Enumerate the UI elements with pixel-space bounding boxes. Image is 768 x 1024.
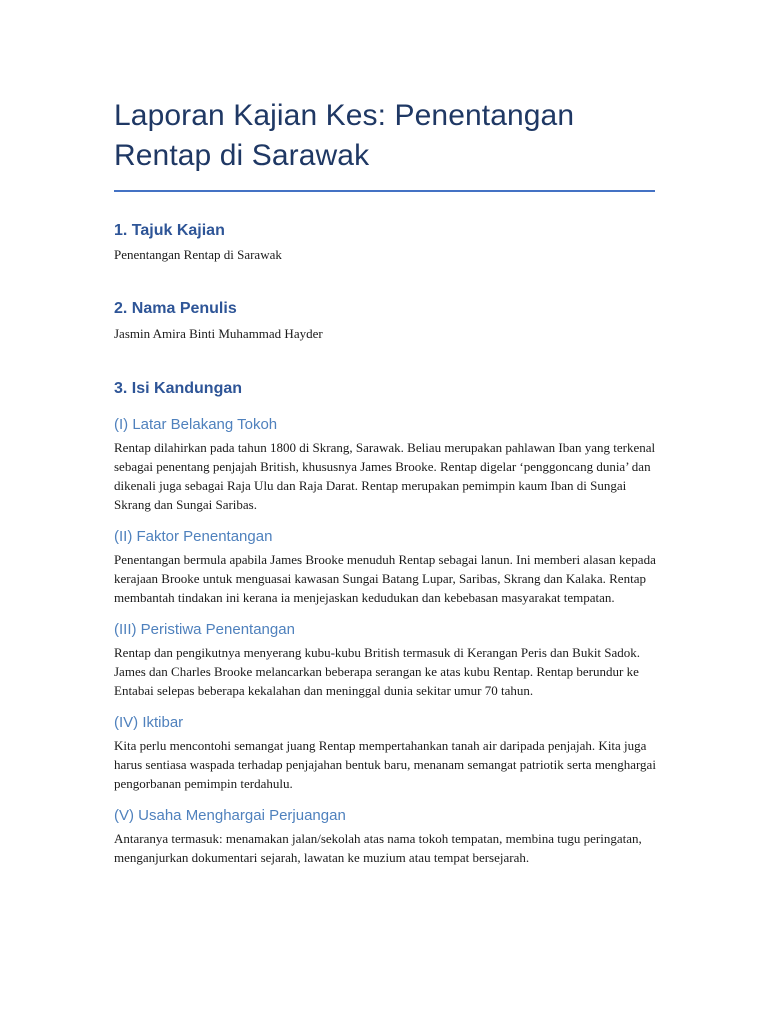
heading-nama-penulis: 2. Nama Penulis xyxy=(114,300,237,317)
paragraph-peristiwa-penentangan: Rentap dan pengikutnya menyerang kubu-kubu British termasuk di Kerangan Peris dan Bukit Sadok. James dan Charles Brooke melancarkan beberapa serangan ke atas kubu Rentap. Rentap berundur ke Entabai selepas beberapa kekalahan dan meninggal dunia sekitar umur 70 tahun. xyxy=(114,645,641,698)
title-line-2: Rentap di Sarawak xyxy=(114,139,370,172)
paragraph-usaha-menghargai: Antaranya termasuk: menamakan jalan/sekolah atas nama tokoh tempatan, membina tugu peringatan, menganjurkan dokumentari sejarah, lawatan ke muzium atau tempat bersejarah. xyxy=(114,831,642,865)
heading-isi-kandungan: 3. Isi Kandungan xyxy=(114,380,243,397)
title-divider xyxy=(114,190,655,192)
subheading-peristiwa-penentangan: (III) Peristiwa Penentangan xyxy=(114,621,295,638)
subheading-iktibar: (IV) Iktibar xyxy=(114,714,184,731)
document-content xyxy=(114,96,658,867)
title-line-1: Laporan Kajian Kes: Penentangan xyxy=(114,99,575,132)
heading-tajuk-kajian: 1. Tajuk Kajian xyxy=(114,222,225,239)
paragraph-faktor-penentangan: Penentangan bermula apabila James Brooke menuduh Rentap sebagai lanun. Ini memberi alasan kepada kerajaan Brooke untuk menguasai kawasan Sungai Batang Lupar, Saribas, Skrang dan Kalaka. Rentap membantah tindakan ini kerana ia menjejaskan kedudukan dan kebebasan masyarakat tempatan. xyxy=(114,552,656,605)
paragraph-iktibar: Kita perlu mencontohi semangat juang Rentap mempertahankan tanah air daripada penjajah. Kita juga harus sentiasa waspada terhadap penjajahan bentuk baru, menanam semangat patriotik serta menghargai pengorbanan pemimpin terdahulu. xyxy=(114,738,656,791)
subheading-usaha-menghargai: (V) Usaha Menghargai Perjuangan xyxy=(114,807,346,824)
subheading-latar-belakang: (I) Latar Belakang Tokoh xyxy=(114,416,278,433)
page-title xyxy=(114,96,658,176)
text-tajuk-kajian: Penentangan Rentap di Sarawak xyxy=(114,247,282,262)
text-nama-penulis: Jasmin Amira Binti Muhammad Hayder xyxy=(114,326,323,341)
paragraph-latar-belakang: Rentap dilahirkan pada tahun 1800 di Skrang, Sarawak. Beliau merupakan pahlawan Iban yang terkenal sebagai penentang penjajah British, khususnya James Brooke. Rentap digelar ‘penggoncang dunia’ dan dikenali juga sebagai Raja Ulu dan Raja Darat. Rentap merupakan pemimpin kaum Iban di Sungai Skrang dan Sungai Saribas. xyxy=(114,440,656,512)
subheading-faktor-penentangan: (II) Faktor Penentangan xyxy=(114,528,273,545)
